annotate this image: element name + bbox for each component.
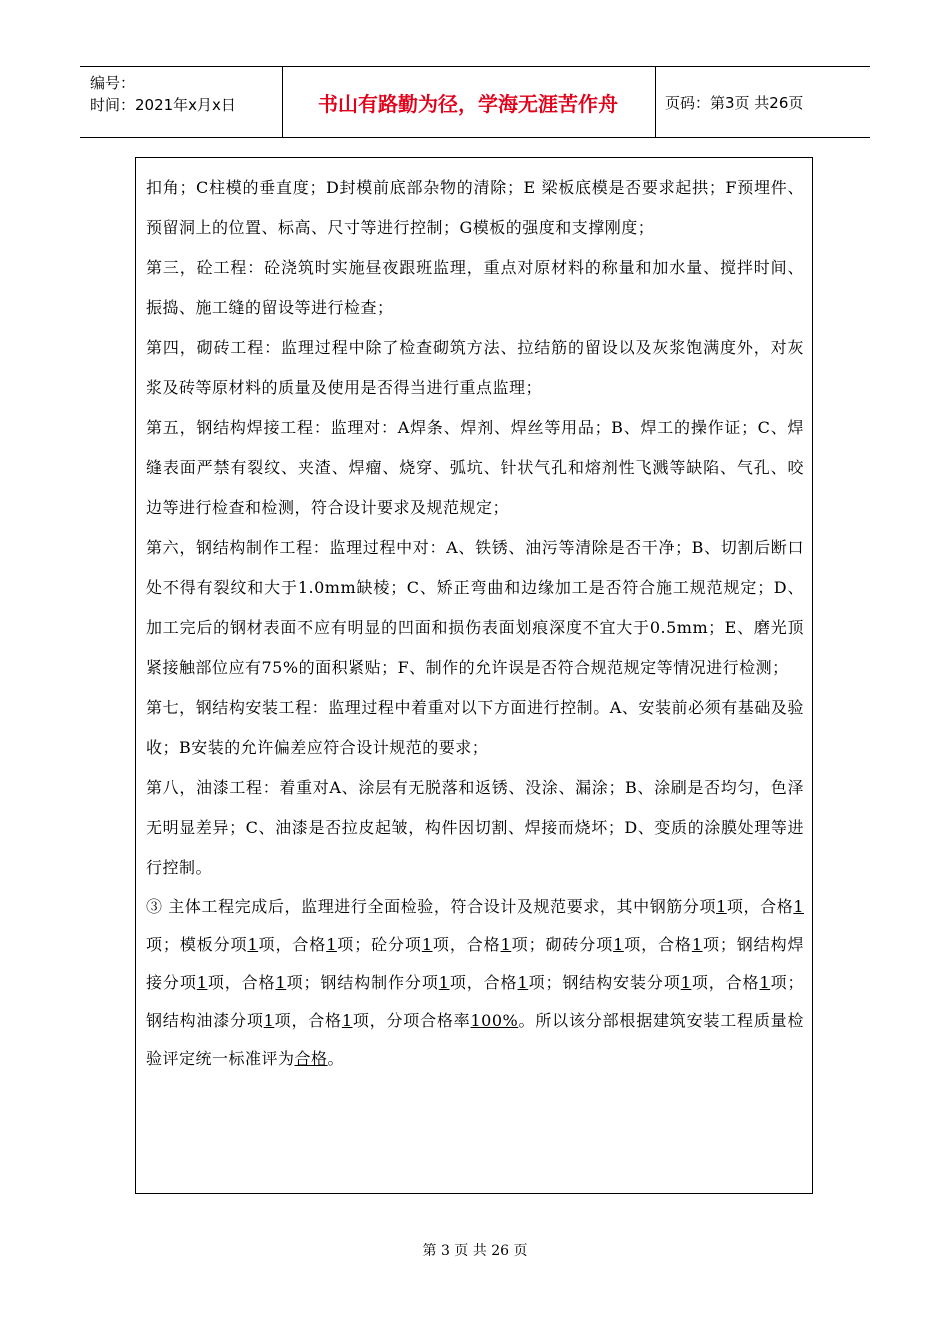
installation-passed: 1 [759, 973, 771, 992]
header-page-info: 页码：第3页 共26页 [665, 93, 804, 112]
header-motto: 书山有路勤为径，学海无涯苦作舟 [318, 91, 618, 116]
summary-text: 项，合格 [623, 935, 692, 954]
painting-passed: 1 [341, 1011, 353, 1030]
rebar-passed: 1 [793, 897, 804, 916]
paragraph-steel-installation: 第七，钢结构安装工程：监理过程中着重对以下方面进行控制。A、安装前必须有基础及验收；B安装的允许偏差应符合设计规范的要求； [146, 698, 804, 757]
summary-text: 项，合格 [207, 973, 276, 992]
masonry-count: 1 [613, 935, 624, 954]
header-meta [80, 67, 280, 137]
summary-text: 。 [327, 1049, 345, 1068]
final-grade: 合格 [294, 1049, 328, 1068]
summary-text: 项，合格 [274, 1011, 342, 1030]
page-header [80, 66, 870, 138]
fabrication-count: 1 [438, 973, 450, 992]
paragraph-steel-fabrication: 第六，钢结构制作工程：监理过程中对：A、铁锈、油污等清除是否干净；B、切割后断口处不得有裂纹和大于1.0mm缺棱；C、矫正弯曲和边缘加工是否符合施工规范规定；D、加工完后的钢材表面不应有明显的凹面和损伤表面划痕深度不宜大于0.5mm；E、磨光顶紧接触部位应有75%的面积紧贴；F、制作的允许误是否符合规范规定等情况进行检测； [146, 538, 804, 677]
welding-passed: 1 [275, 973, 287, 992]
summary-text: 项，合格 [258, 935, 327, 954]
painting-count: 1 [263, 1011, 275, 1030]
formwork-count: 1 [247, 935, 259, 954]
formwork-passed: 1 [326, 935, 337, 954]
summary-text: 项，合格 [432, 935, 501, 954]
summary-text: 项，分项合格率 [352, 1011, 471, 1030]
summary-text: 。所以该分部根据建筑安装工程质量检验评定统一标准评为 [146, 1011, 804, 1068]
content-box [135, 157, 813, 1194]
summary-text: 项，合格 [449, 973, 518, 992]
masonry-passed: 1 [691, 935, 703, 954]
concrete-count: 1 [421, 935, 433, 954]
content-body [146, 168, 804, 1078]
paragraph-summary [146, 888, 804, 1078]
concrete-passed: 1 [500, 935, 512, 954]
summary-text: 项；砌砖分项 [511, 935, 614, 954]
summary-text: 项；钢结构安装分项 [528, 973, 681, 992]
paragraph-steel-welding: 第五，钢结构焊接工程：监理对：A焊条、焊剂、焊丝等用品；B、焊工的操作证；C、焊缝表面严禁有裂纹、夹渣、焊瘤、烧穿、弧坑、针状气孔和熔剂性飞溅等缺陷、气孔、咬边等进行检查和检测，符合设计要求及规范规定； [146, 418, 804, 517]
summary-text: 项；钢结构制作分项 [286, 973, 439, 992]
date-label: 时间：2021年x月x日 [90, 96, 236, 114]
paragraph-masonry: 第四，砌砖工程：监理过程中除了检查砌筑方法、拉结筋的留设以及灰浆饱满度外，对灰浆及砖等原材料的质量及使用是否得当进行重点监理； [146, 338, 804, 397]
summary-text: 项；砼分项 [336, 935, 422, 954]
fabrication-passed: 1 [517, 973, 529, 992]
rebar-count: 1 [716, 897, 727, 916]
summary-text: 项，合格 [691, 973, 760, 992]
installation-count: 1 [680, 973, 692, 992]
paragraph-concrete: 第三，砼工程：砼浇筑时实施昼夜跟班监理，重点对原材料的称量和加水量、搅拌时间、振捣、施工缝的留设等进行检查； [146, 258, 804, 317]
paragraph-formwork-tail: 扣角；C柱模的垂直度；D封模前底部杂物的清除；E 梁板底模是否要求起拱；F预埋件、预留洞上的位置、标高、尺寸等进行控制；G模板的强度和支撑刚度； [146, 178, 804, 237]
summary-text: 项；钢结构焊接分项 [146, 935, 804, 992]
summary-text: 项，合格 [726, 897, 794, 916]
welding-count: 1 [196, 973, 208, 992]
pass-rate: 100% [470, 1011, 519, 1030]
header-divider [655, 67, 656, 137]
summary-text: 项；模板分项 [146, 935, 248, 954]
summary-text: ③ 主体工程完成后，监理进行全面检验，符合设计及规范要求，其中钢筋分项 [146, 897, 717, 916]
summary-text: 项；钢结构油漆分项 [146, 973, 804, 1030]
page-footer: 第 3 页 共 26 页 [422, 1243, 528, 1259]
paragraph-painting: 第八，油漆工程：着重对A、涂层有无脱落和返锈、没涂、漏涂；B、涂刷是否均匀，色泽无明显差异；C、油漆是否拉皮起皱，构件因切割、焊接而烧坏；D、变质的涂膜处理等进行控制。 [146, 778, 804, 877]
number-label: 编号： [90, 74, 136, 92]
